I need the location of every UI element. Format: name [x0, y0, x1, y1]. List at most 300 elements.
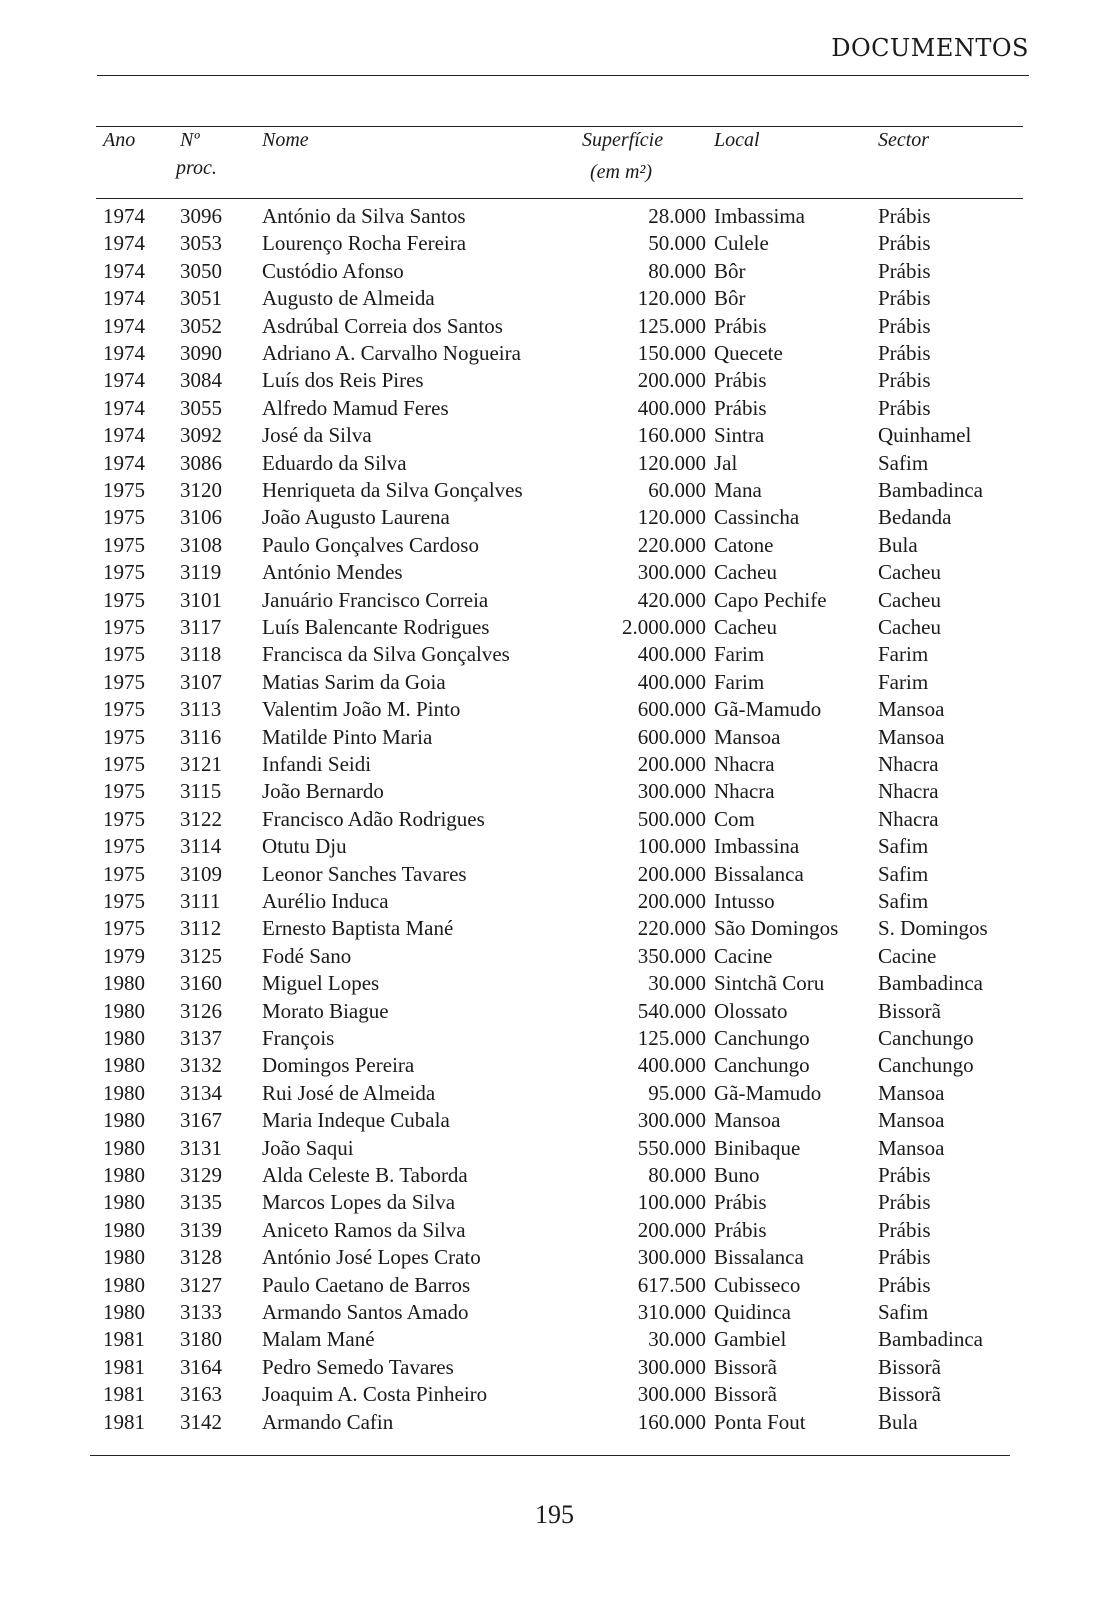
cell-nome: Lourenço Rocha Fereira	[262, 231, 467, 256]
cell-proc: 3106	[180, 505, 222, 530]
cell-ano: 1975	[103, 560, 145, 585]
cell-nome: Aniceto Ramos da Silva	[262, 1217, 466, 1242]
cell-sector: Safim	[878, 450, 929, 475]
cell-nome: Rui José de Almeida	[262, 1080, 436, 1105]
cell-proc: 3160	[180, 971, 222, 996]
cell-sector: Canchungo	[878, 1026, 974, 1050]
cell-superficie: 125.000	[637, 1026, 706, 1050]
cell-proc: 3101	[180, 587, 222, 612]
cell-sector: Prábis	[878, 395, 931, 420]
cell-nome: Armando Santos Amado	[262, 1300, 469, 1324]
cell-ano: 1974	[103, 368, 145, 393]
cell-superficie: 420.000	[637, 587, 706, 612]
cell-nome: António Mendes	[262, 560, 403, 585]
table-row	[0, 284, 1109, 312]
cell-ano: 1975	[103, 916, 145, 941]
cell-superficie: 60.000	[648, 478, 706, 502]
cell-superficie: 500.000	[637, 806, 706, 831]
cell-nome: Luís dos Reis Pires	[262, 368, 424, 393]
cell-ano: 1975	[103, 478, 145, 502]
cell-nome: Miguel Lopes	[262, 971, 380, 996]
cell-sector: Prábis	[878, 313, 931, 338]
table-row	[0, 613, 1109, 641]
cell-ano: 1975	[103, 587, 145, 612]
cell-local: Nhacra	[714, 752, 775, 776]
cell-proc: 3121	[180, 752, 222, 776]
cell-proc: 3055	[180, 395, 222, 420]
cell-nome: Asdrúbal Correia dos Santos	[262, 313, 503, 338]
cell-superficie: 200.000	[637, 752, 706, 776]
cell-ano: 1975	[103, 834, 145, 859]
cell-local: Sintchã Coru	[714, 971, 825, 996]
cell-nome: Domingos Pereira	[262, 1053, 415, 1078]
table-row	[0, 339, 1109, 367]
cell-nome: Ernesto Baptista Mané	[262, 916, 454, 941]
cell-local: Prábis	[714, 395, 767, 420]
header-rule	[97, 75, 1029, 76]
cell-superficie: 200.000	[637, 861, 706, 886]
cell-ano: 1974	[103, 395, 145, 420]
cell-ano: 1975	[103, 615, 145, 639]
cell-sector: Safim	[878, 861, 929, 886]
cell-nome: Valentim João M. Pinto	[262, 697, 461, 722]
cell-ano: 1975	[103, 889, 145, 913]
cell-nome: Adriano A. Carvalho Nogueira	[262, 341, 521, 365]
cell-superficie: 350.000	[637, 943, 706, 968]
cell-nome: Aurélio Induca	[262, 889, 389, 913]
table-row	[0, 1051, 1109, 1079]
cell-sector: Farim	[878, 642, 929, 667]
cell-local: Gã-Mamudo	[714, 1080, 822, 1105]
cell-nome: Alda Celeste B. Taborda	[262, 1163, 468, 1187]
cell-nome: Leonor Sanches Tavares	[262, 861, 467, 886]
cell-ano: 1975	[103, 724, 145, 749]
cell-superficie: 100.000	[637, 1190, 706, 1215]
cell-ano: 1980	[103, 1163, 145, 1187]
cell-ano: 1980	[103, 1217, 145, 1242]
col-proc-header-sub: proc.	[176, 157, 217, 179]
cell-superficie: 2.000.000	[622, 615, 706, 639]
cell-proc: 3129	[180, 1163, 222, 1187]
cell-superficie: 220.000	[637, 532, 706, 557]
cell-ano: 1981	[103, 1327, 145, 1352]
cell-proc: 3114	[180, 834, 222, 859]
cell-nome: Alfredo Mamud Feres	[262, 395, 449, 420]
cell-sector: Canchungo	[878, 1053, 974, 1078]
cell-proc: 3163	[180, 1382, 222, 1407]
cell-superficie: 30.000	[648, 1327, 706, 1352]
table-row	[0, 1243, 1109, 1271]
table-row	[0, 695, 1109, 723]
cell-proc: 3109	[180, 861, 222, 886]
cell-proc: 3108	[180, 532, 222, 557]
cell-nome: António da Silva Santos	[262, 204, 466, 228]
cell-local: Catone	[714, 532, 774, 557]
cell-local: Cubisseco	[714, 1272, 801, 1297]
cell-sector: Bedanda	[878, 505, 952, 530]
cell-local: Binibaque	[714, 1135, 801, 1160]
cell-local: Prábis	[714, 313, 767, 338]
cell-ano: 1980	[103, 1300, 145, 1324]
cell-local: Gã-Mamudo	[714, 697, 822, 722]
cell-superficie: 300.000	[637, 560, 706, 585]
cell-nome: José da Silva	[262, 423, 372, 448]
cell-local: Mansoa	[714, 1108, 781, 1133]
col-proc-header: Nº	[180, 129, 200, 151]
table-row	[0, 366, 1109, 394]
cell-nome: Maria Indeque Cubala	[262, 1108, 450, 1133]
cell-nome: Matilde Pinto Maria	[262, 724, 433, 749]
cell-superficie: 540.000	[637, 998, 706, 1023]
cell-superficie: 120.000	[637, 286, 706, 311]
table-row	[0, 421, 1109, 449]
col-nome-header: Nome	[262, 129, 309, 151]
cell-local: Mana	[714, 478, 762, 502]
cell-sector: Safim	[878, 834, 929, 859]
cell-proc: 3112	[180, 916, 222, 941]
cell-sector: Prábis	[878, 1190, 931, 1215]
cell-sector: Mansoa	[878, 697, 945, 722]
cell-superficie: 28.000	[648, 204, 706, 228]
table-row	[0, 312, 1109, 340]
cell-proc: 3131	[180, 1135, 222, 1160]
cell-ano: 1981	[103, 1382, 145, 1407]
cell-proc: 3128	[180, 1245, 222, 1270]
cell-sector: Bambadinca	[878, 1327, 983, 1352]
cell-ano: 1980	[103, 1190, 145, 1215]
cell-proc: 3164	[180, 1354, 222, 1379]
cell-superficie: 600.000	[637, 697, 706, 722]
cell-superficie: 100.000	[637, 834, 706, 859]
cell-sector: Cacheu	[878, 615, 941, 639]
cell-local: Prábis	[714, 1190, 767, 1215]
cell-superficie: 200.000	[637, 368, 706, 393]
cell-ano: 1974	[103, 341, 145, 365]
cell-ano: 1980	[103, 1026, 145, 1050]
cell-ano: 1980	[103, 1080, 145, 1105]
cell-local: Farim	[714, 669, 765, 694]
table-row	[0, 394, 1109, 422]
cell-sector: Prábis	[878, 1272, 931, 1297]
cell-local: Bissorã	[714, 1382, 777, 1407]
cell-local: Bôr	[714, 286, 746, 311]
table-row	[0, 476, 1109, 504]
cell-sector: Mansoa	[878, 1135, 945, 1160]
cell-ano: 1975	[103, 752, 145, 776]
cell-superficie: 220.000	[637, 916, 706, 941]
cell-proc: 3126	[180, 998, 222, 1023]
table-row	[0, 1079, 1109, 1107]
table-row	[0, 887, 1109, 915]
table-row	[0, 586, 1109, 614]
cell-proc: 3107	[180, 669, 222, 694]
cell-superficie: 160.000	[637, 423, 706, 448]
cell-nome: António José Lopes Crato	[262, 1245, 481, 1270]
cell-sector: Quinhamel	[878, 423, 972, 448]
cell-nome: Paulo Caetano de Barros	[262, 1272, 471, 1297]
cell-local: Imbassima	[714, 204, 805, 228]
cell-proc: 3052	[180, 313, 222, 338]
cell-superficie: 125.000	[637, 313, 706, 338]
cell-ano: 1979	[103, 943, 145, 968]
cell-nome: Otutu Dju	[262, 834, 347, 859]
cell-ano: 1975	[103, 505, 145, 530]
table-row	[0, 202, 1109, 230]
cell-proc: 3139	[180, 1217, 222, 1242]
cell-superficie: 50.000	[648, 231, 706, 256]
cell-proc: 3132	[180, 1053, 222, 1078]
cell-sector: Prábis	[878, 258, 931, 283]
cell-proc: 3116	[180, 724, 222, 749]
cell-local: Canchungo	[714, 1053, 810, 1078]
table-row	[0, 558, 1109, 586]
cell-ano: 1980	[103, 1108, 145, 1133]
cell-sector: Bissorã	[878, 1354, 941, 1379]
table-row	[0, 449, 1109, 477]
table-top-rule	[96, 126, 1023, 127]
cell-nome: Malam Mané	[262, 1327, 375, 1352]
cell-sector: Mansoa	[878, 1108, 945, 1133]
cell-sector: Nhacra	[878, 752, 939, 776]
cell-local: Bôr	[714, 258, 746, 283]
cell-superficie: 80.000	[648, 1163, 706, 1187]
cell-local: Cacheu	[714, 615, 777, 639]
table-row	[0, 257, 1109, 285]
cell-ano: 1980	[103, 1272, 145, 1297]
cell-local: Ponta Fout	[714, 1409, 806, 1434]
cell-superficie: 120.000	[637, 505, 706, 530]
cell-ano: 1975	[103, 806, 145, 831]
table-row	[0, 805, 1109, 833]
table-row	[0, 1134, 1109, 1162]
cell-sector: Bula	[878, 532, 918, 557]
table-row	[0, 750, 1109, 778]
cell-ano: 1975	[103, 697, 145, 722]
cell-proc: 3134	[180, 1080, 222, 1105]
cell-ano: 1974	[103, 258, 145, 283]
cell-local: Cacine	[714, 943, 773, 968]
table-row	[0, 1216, 1109, 1244]
cell-superficie: 310.000	[637, 1300, 706, 1324]
cell-superficie: 120.000	[637, 450, 706, 475]
cell-sector: Farim	[878, 669, 929, 694]
table-row	[0, 1298, 1109, 1326]
cell-sector: Prábis	[878, 1245, 931, 1270]
cell-proc: 3053	[180, 231, 222, 256]
cell-superficie: 150.000	[637, 341, 706, 365]
cell-sector: Safim	[878, 1300, 929, 1324]
cell-ano: 1975	[103, 669, 145, 694]
cell-nome: Joaquim A. Costa Pinheiro	[262, 1382, 488, 1407]
header-bottom-rule	[96, 198, 1023, 199]
cell-proc: 3119	[180, 560, 222, 585]
table-row	[0, 503, 1109, 531]
cell-local: Imbassina	[714, 834, 800, 859]
table-row	[0, 969, 1109, 997]
cell-sector: Bambadinca	[878, 478, 983, 502]
cell-proc: 3050	[180, 258, 222, 283]
cell-local: Canchungo	[714, 1026, 810, 1050]
cell-sector: Bula	[878, 1409, 918, 1434]
cell-ano: 1975	[103, 642, 145, 667]
cell-superficie: 95.000	[648, 1080, 706, 1105]
cell-local: São Domingos	[714, 916, 839, 941]
cell-nome: Augusto de Almeida	[262, 286, 435, 311]
cell-sector: Cacine	[878, 943, 937, 968]
running-header: DOCUMENTOS	[831, 34, 1029, 62]
cell-sector: Bambadinca	[878, 971, 983, 996]
cell-sector: S. Domingos	[878, 916, 988, 941]
cell-superficie: 400.000	[637, 395, 706, 420]
cell-local: Nhacra	[714, 779, 775, 804]
cell-superficie: 300.000	[637, 1245, 706, 1270]
cell-nome: Francisca da Silva Gonçalves	[262, 642, 510, 667]
table-row	[0, 1188, 1109, 1216]
cell-sector: Cacheu	[878, 587, 941, 612]
cell-proc: 3180	[180, 1327, 222, 1352]
cell-sector: Prábis	[878, 1217, 931, 1242]
cell-proc: 3120	[180, 478, 222, 502]
cell-proc: 3137	[180, 1026, 222, 1050]
cell-proc: 3086	[180, 450, 222, 475]
cell-ano: 1980	[103, 998, 145, 1023]
table-row	[0, 640, 1109, 668]
cell-sector: Prábis	[878, 341, 931, 365]
table-row	[0, 668, 1109, 696]
cell-nome: Paulo Gonçalves Cardoso	[262, 532, 479, 557]
cell-superficie: 400.000	[637, 642, 706, 667]
cell-sector: Cacheu	[878, 560, 941, 585]
cell-superficie: 160.000	[637, 1409, 706, 1434]
cell-sector: Bissorã	[878, 998, 941, 1023]
cell-superficie: 80.000	[648, 258, 706, 283]
cell-superficie: 200.000	[637, 1217, 706, 1242]
table-row	[0, 229, 1109, 257]
cell-nome: Armando Cafin	[262, 1409, 394, 1434]
table-row	[0, 1380, 1109, 1408]
cell-superficie: 300.000	[637, 1108, 706, 1133]
cell-sector: Prábis	[878, 231, 931, 256]
cell-sector: Mansoa	[878, 724, 945, 749]
cell-proc: 3051	[180, 286, 222, 311]
cell-proc: 3122	[180, 806, 222, 831]
table-row	[0, 1024, 1109, 1052]
cell-ano: 1974	[103, 423, 145, 448]
table-row	[0, 1408, 1109, 1436]
cell-ano: 1974	[103, 286, 145, 311]
cell-proc: 3133	[180, 1300, 222, 1324]
cell-proc: 3111	[180, 889, 221, 913]
cell-local: Farim	[714, 642, 765, 667]
cell-ano: 1974	[103, 313, 145, 338]
cell-local: Com	[714, 806, 755, 831]
page-number: 195	[535, 1500, 574, 1529]
table-row	[0, 942, 1109, 970]
col-superficie-header-sub: (em m²)	[590, 161, 653, 183]
cell-nome: Eduardo da Silva	[262, 450, 407, 475]
cell-sector: Nhacra	[878, 806, 939, 831]
cell-local: Capo Pechife	[714, 587, 827, 612]
cell-ano: 1975	[103, 779, 145, 804]
cell-superficie: 400.000	[637, 669, 706, 694]
cell-nome: João Augusto Laurena	[262, 505, 450, 530]
cell-nome: Fodé Sano	[262, 943, 352, 968]
cell-sector: Prábis	[878, 286, 931, 311]
cell-ano: 1974	[103, 204, 145, 228]
cell-superficie: 550.000	[637, 1135, 706, 1160]
cell-local: Sintra	[714, 423, 765, 448]
cell-nome: Francisco Adão Rodrigues	[262, 806, 485, 831]
cell-sector: Nhacra	[878, 779, 939, 804]
cell-proc: 3084	[180, 368, 222, 393]
cell-proc: 3096	[180, 204, 222, 228]
table-row	[0, 1271, 1109, 1299]
cell-sector: Prábis	[878, 368, 931, 393]
cell-proc: 3125	[180, 943, 222, 968]
table-row	[0, 531, 1109, 559]
table-row	[0, 832, 1109, 860]
cell-superficie: 617.500	[637, 1272, 706, 1297]
cell-local: Bissorã	[714, 1354, 777, 1379]
cell-sector: Mansoa	[878, 1080, 945, 1105]
table-bottom-rule	[90, 1455, 1010, 1456]
table-row	[0, 777, 1109, 805]
table-row	[0, 1325, 1109, 1353]
cell-local: Quidinca	[714, 1300, 791, 1324]
cell-local: Gambiel	[714, 1327, 787, 1352]
table-row	[0, 1353, 1109, 1381]
cell-ano: 1980	[103, 1245, 145, 1270]
col-superficie-header: Superfície	[582, 129, 664, 151]
cell-ano: 1980	[103, 1135, 145, 1160]
cell-local: Prábis	[714, 368, 767, 393]
table-row	[0, 723, 1109, 751]
cell-local: Olossato	[714, 998, 788, 1023]
cell-proc: 3142	[180, 1409, 222, 1434]
cell-ano: 1974	[103, 450, 145, 475]
cell-local: Quecete	[714, 341, 783, 365]
cell-proc: 3117	[180, 615, 222, 639]
cell-nome: Matias Sarim da Goia	[262, 669, 446, 694]
table-row	[0, 997, 1109, 1025]
cell-ano: 1975	[103, 532, 145, 557]
cell-proc: 3090	[180, 341, 222, 365]
table-row	[0, 1106, 1109, 1134]
col-sector-header: Sector	[878, 129, 930, 151]
cell-superficie: 300.000	[637, 1354, 706, 1379]
cell-proc: 3118	[180, 642, 222, 667]
cell-proc: 3127	[180, 1272, 222, 1297]
cell-proc: 3092	[180, 423, 222, 448]
table-row	[0, 860, 1109, 888]
cell-local: Cassincha	[714, 505, 800, 530]
cell-proc: 3115	[180, 779, 222, 804]
col-ano-header: Ano	[103, 129, 136, 151]
cell-proc: 3167	[180, 1108, 222, 1133]
cell-ano: 1981	[103, 1354, 145, 1379]
cell-proc: 3135	[180, 1190, 222, 1215]
cell-nome: Henriqueta da Silva Gonçalves	[262, 478, 523, 502]
cell-ano: 1981	[103, 1409, 145, 1434]
cell-local: Prábis	[714, 1217, 767, 1242]
cell-superficie: 30.000	[648, 971, 706, 996]
cell-ano: 1974	[103, 231, 145, 256]
cell-nome: Custódio Afonso	[262, 258, 404, 283]
cell-local: Bissalanca	[714, 1245, 804, 1270]
cell-proc: 3113	[180, 697, 222, 722]
cell-sector: Safim	[878, 889, 929, 913]
cell-local: Jal	[714, 450, 738, 475]
